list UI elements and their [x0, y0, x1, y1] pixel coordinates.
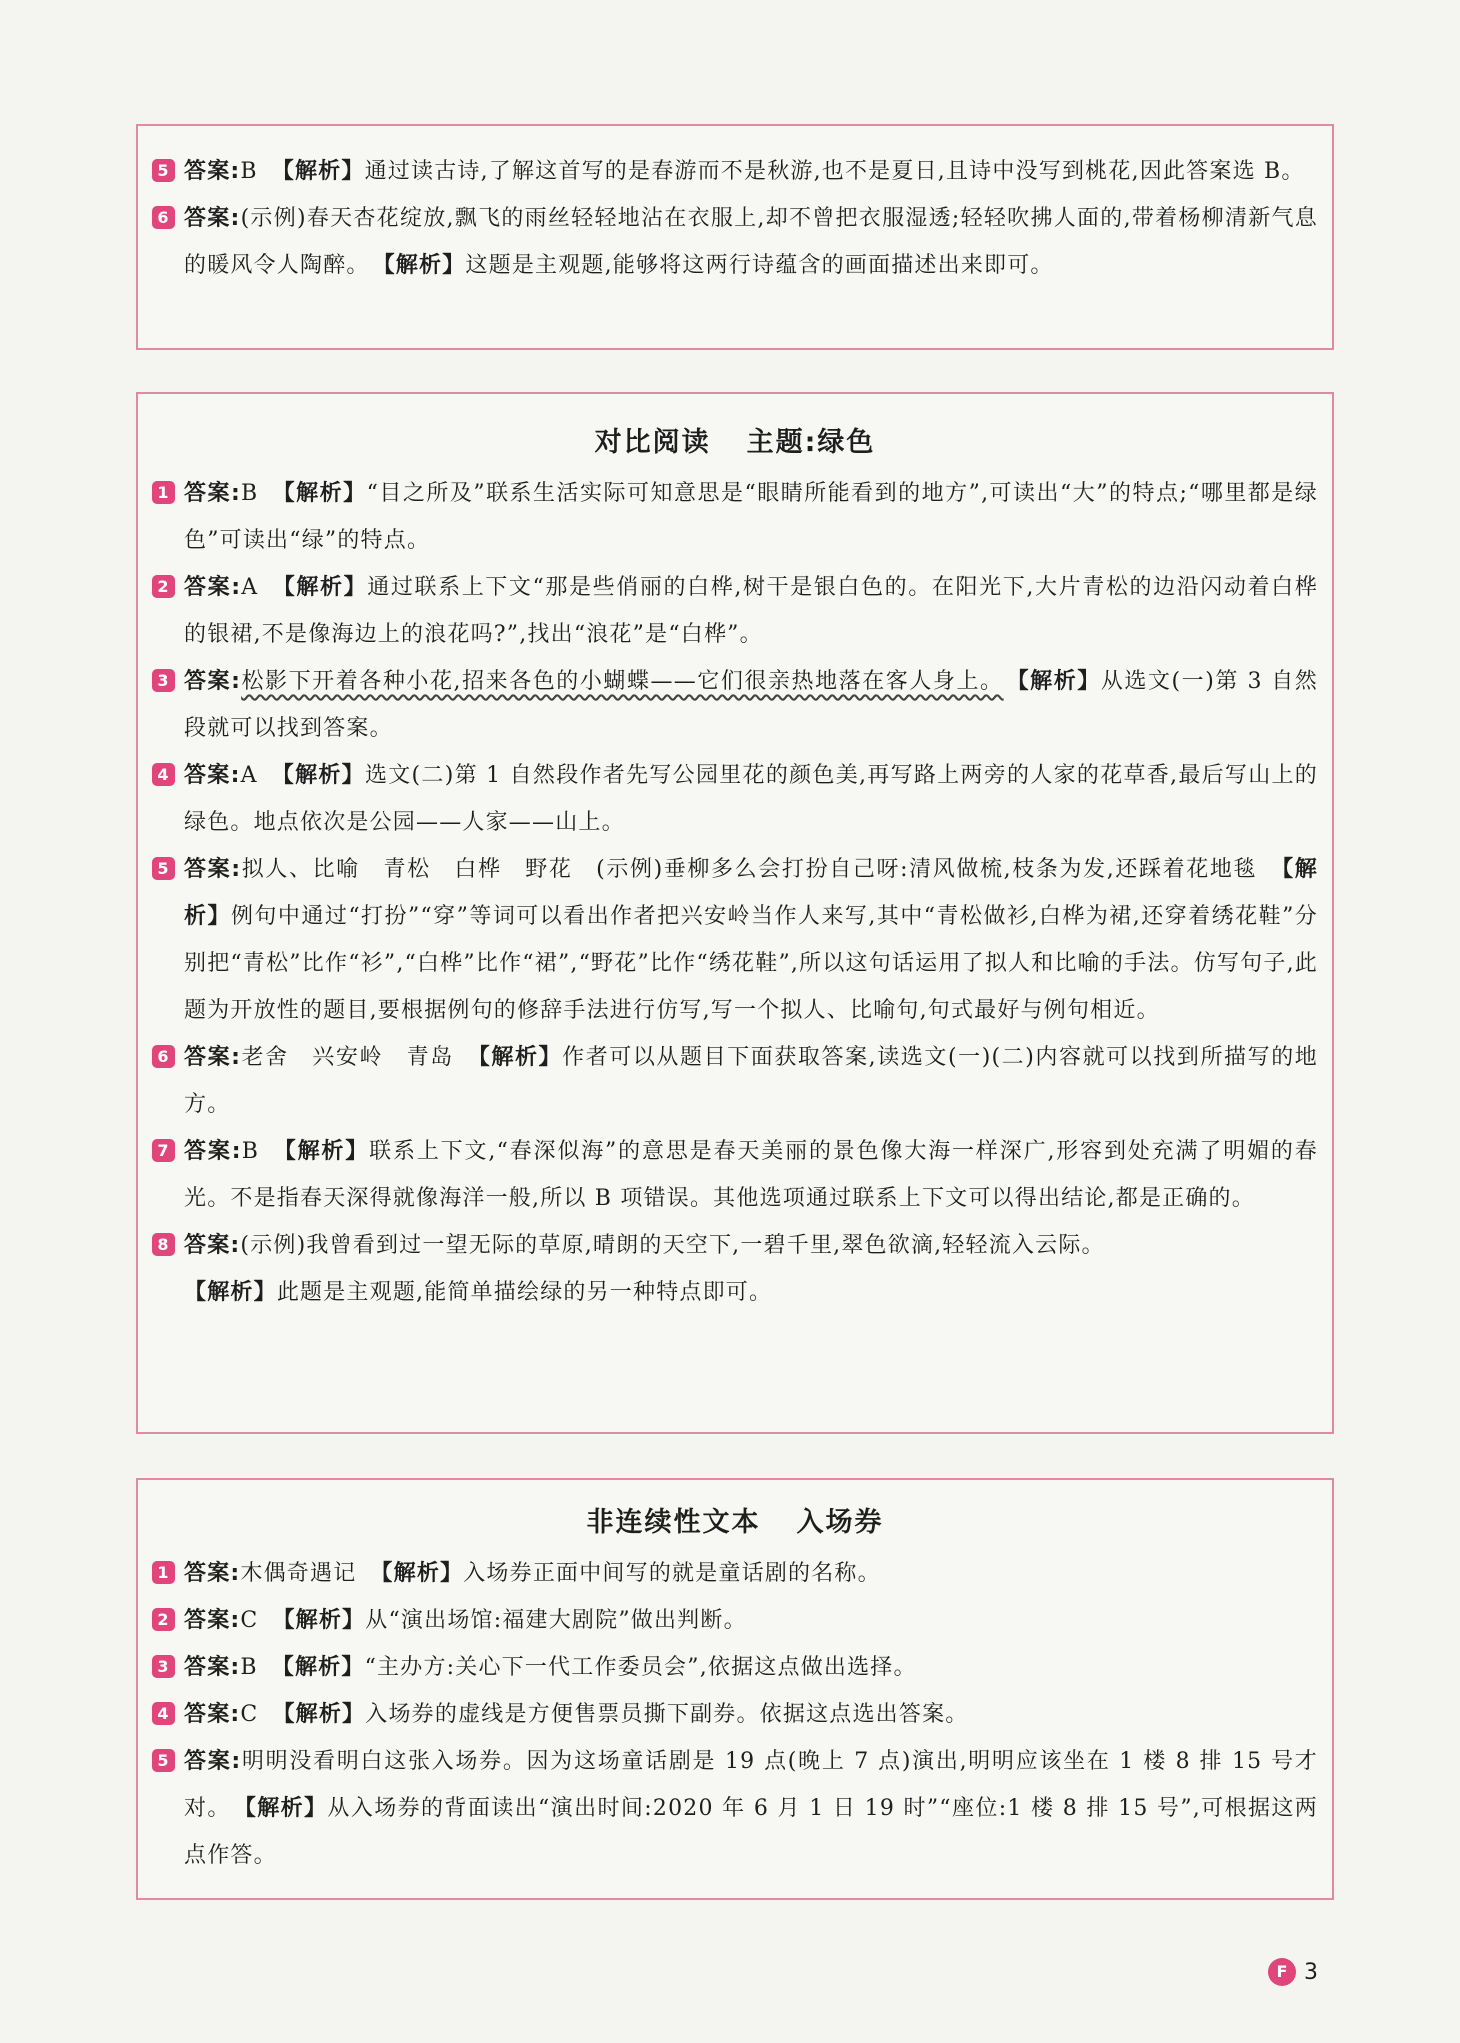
answer-text: 拟人、比喻 青松 白桦 野花 (示例)垂柳多么会打扮自己呀:清风做梳,枝条为发,还踩着花地毯 — [241, 857, 1258, 882]
answer-label: 答案: — [184, 481, 241, 506]
question-number-badge: 6 — [152, 1045, 175, 1068]
answer-text: C — [240, 1608, 259, 1633]
answer-label: 答案: — [184, 669, 242, 694]
analysis-text: 入场券正面中间写的就是童话剧的名称。 — [463, 1561, 881, 1586]
answer-text: C — [240, 1702, 259, 1727]
answer-label: 答案: — [184, 1045, 242, 1070]
question-number-badge: 5 — [152, 1749, 175, 1772]
answer-item — [152, 1597, 1318, 1644]
answer-text: 木偶奇遇记 — [240, 1561, 357, 1586]
answer-section-2 — [136, 392, 1334, 1434]
section-title — [152, 1502, 1318, 1544]
answer-item — [152, 564, 1318, 658]
analysis-label: 【解析】 — [271, 159, 365, 184]
analysis-label: 【解析】 — [383, 253, 466, 278]
analysis-text: 从“演出场馆:福建大剧院”做出判断。 — [365, 1608, 747, 1633]
question-number-badge: 4 — [152, 763, 175, 786]
answer-label: 答案: — [184, 1139, 242, 1164]
analysis-text: 从选文(一)第 3 自然段就可以找到答案。 — [184, 669, 1318, 741]
analysis-text: 从入场券的背面读出“演出时间:2020 年 6 月 1 日 19 时”“座位:1 楼 8 排 15 号”,可根据这两点作答。 — [184, 1796, 1318, 1868]
answer-label: 答案: — [184, 1608, 241, 1633]
analysis-label: 【解析】 — [370, 1561, 464, 1586]
analysis-label: 【解析】 — [244, 1796, 328, 1821]
analysis-text: 联系上下文,“春深似海”的意思是春天美丽的景色像大海一样深广,形容到处充满了明媚的春光。不是指春天深得就像海洋一般,所以 B 项错误。其他选项通过联系上下文可以得出结论,都是正确的。 — [184, 1139, 1318, 1211]
page-number — [1268, 1958, 1318, 1986]
answer-label: 答案: — [184, 206, 241, 231]
analysis-label: 【解析】 — [273, 1139, 370, 1164]
answer-item — [152, 1222, 1318, 1316]
answer-label: 答案: — [184, 575, 242, 600]
question-number-badge: 7 — [152, 1139, 175, 1162]
question-number-badge: 8 — [152, 1233, 175, 1256]
analysis-label: 【解析】 — [272, 575, 368, 600]
answer-item — [152, 752, 1318, 846]
answer-label: 答案: — [184, 1655, 241, 1680]
answer-text: 老舍 兴安岭 青岛 — [241, 1045, 454, 1070]
answer-item — [152, 1034, 1318, 1128]
answer-text: B — [240, 481, 259, 506]
question-number-badge: 5 — [152, 857, 175, 880]
analysis-text: 通过联系上下文“那是些俏丽的白桦,树干是银白色的。在阳光下,大片青松的边沿闪动着白桦的银裙,不是像海边上的浪花吗?”,找出“浪花”是“白桦”。 — [184, 575, 1318, 647]
question-number-badge: 2 — [152, 1608, 175, 1631]
answer-item — [152, 470, 1318, 564]
answer-text: B — [240, 1655, 258, 1680]
publisher-badge-icon: F — [1268, 1958, 1296, 1986]
analysis-text: 入场券的虚线是方便售票员撕下副券。依据这点选出答案。 — [365, 1702, 969, 1727]
analysis-label: 【解析】 — [184, 857, 1318, 929]
question-number-badge: 3 — [152, 669, 175, 692]
analysis-text: 选文(二)第 1 自然段作者先写公园里花的颜色美,再写路上两旁的人家的花草香,最后写山上的绿色。地点依次是公园——人家——山上。 — [184, 763, 1319, 835]
question-number-badge: 4 — [152, 1702, 175, 1725]
answer-section-1 — [136, 124, 1334, 350]
analysis-text: “主办方:关心下一代工作委员会”,依据这点做出选择。 — [364, 1655, 917, 1680]
analysis-label: 【解析】 — [271, 1655, 365, 1680]
answer-label: 答案: — [184, 1233, 241, 1258]
answer-label: 答案: — [184, 1561, 241, 1586]
answer-item — [152, 658, 1318, 752]
question-number-badge: 5 — [152, 159, 175, 182]
answer-label: 答案: — [184, 857, 242, 882]
answer-text: 明明没看明白这张入场券。因为这场童话剧是 19 点(晚上 7 点)演出,明明应该坐在 1 楼 8 排 15 号才对。 — [184, 1749, 1318, 1821]
analysis-text: 作者可以从题目下面获取答案,读选文(一)(二)内容就可以找到所描写的地方。 — [184, 1045, 1318, 1117]
question-number-badge: 6 — [152, 206, 175, 229]
analysis-text: 通过读古诗,了解这首写的是春游而不是秋游,也不是夏日,且诗中没写到桃花,因此答案选 B。 — [364, 159, 1305, 184]
analysis-label: 【解析】 — [271, 763, 365, 788]
answer-text: (示例)春天杏花绽放,飘飞的雨丝轻轻地沾在衣服上,却不曾把衣服湿透;轻轻吹拂人面的,带着杨柳清新气息的暖风令人陶醉。 — [184, 206, 1318, 278]
analysis-text: “目之所及”联系生活实际可知意思是“眼睛所能看到的地方”,可读出“大”的特点;“哪里都是绿色”可读出“绿”的特点。 — [184, 481, 1318, 553]
analysis-label: 【解析】 — [272, 481, 367, 506]
answer-text: (示例)我曾看到过一望无际的草原,晴朗的天空下,一碧千里,翠色欲滴,轻轻流入云际。 — [240, 1233, 1105, 1258]
answer-item — [152, 148, 1318, 195]
analysis-label: 【解析】 — [1017, 669, 1101, 694]
section-title-right: 入场券 — [796, 1507, 884, 1538]
analysis-label: 【解析】 — [272, 1608, 366, 1633]
answer-text: B — [240, 159, 258, 184]
question-number-badge: 3 — [152, 1655, 175, 1678]
answer-label: 答案: — [184, 1749, 242, 1774]
answer-item — [152, 1128, 1318, 1222]
answer-section-3 — [136, 1478, 1334, 1900]
analysis-text: 这题是主观题,能够将这两行诗蕴含的画面描述出来即可。 — [465, 253, 1054, 278]
section-title — [152, 422, 1318, 464]
section-title-left: 非连续性文本 — [586, 1507, 761, 1538]
analysis-label: 【解析】 — [467, 1045, 563, 1070]
answer-item — [152, 1691, 1318, 1738]
question-number-badge: 2 — [152, 575, 175, 598]
answer-item — [152, 1550, 1318, 1597]
question-number-badge: 1 — [152, 481, 175, 504]
answer-text: 松影下开着各种小花,招来各色的小蝴蝶——它们很亲热地落在客人身上。 — [241, 669, 1004, 694]
answer-item — [152, 846, 1318, 1034]
analysis-text: 此题是主观题,能简单描绘绿的另一种特点即可。 — [276, 1280, 773, 1305]
answer-label: 答案: — [184, 159, 241, 184]
section-title-left: 对比阅读 — [594, 427, 711, 458]
answer-text: B — [241, 1139, 260, 1164]
answer-label: 答案: — [184, 763, 241, 788]
answer-item — [152, 1644, 1318, 1691]
question-number-badge: 1 — [152, 1561, 175, 1584]
analysis-label: 【解析】 — [272, 1702, 366, 1727]
section-title-right: 主题:绿色 — [746, 427, 876, 458]
analysis-label: 【解析】 — [184, 1280, 277, 1305]
answer-label: 答案: — [184, 1702, 241, 1727]
answer-item — [152, 1738, 1318, 1879]
answer-text: A — [240, 763, 258, 788]
page-number-text: 3 — [1304, 1959, 1318, 1985]
answer-item — [152, 195, 1318, 289]
analysis-text: 例句中通过“打扮”“穿”等词可以看出作者把兴安岭当作人来写,其中“青松做衫,白桦为裙,还穿着绣花鞋”分别把“青松”比作“衫”,“白桦”比作“裙”,“野花”比作“绣花鞋”,所以这句话运用了拟人和比喻的手法。仿写句子,此题为开放性的题目,要根据例句的修辞手法进行仿写,写一个拟人、比喻句,句式最好与例句相近。 — [184, 904, 1318, 1023]
answer-text: A — [241, 575, 259, 600]
